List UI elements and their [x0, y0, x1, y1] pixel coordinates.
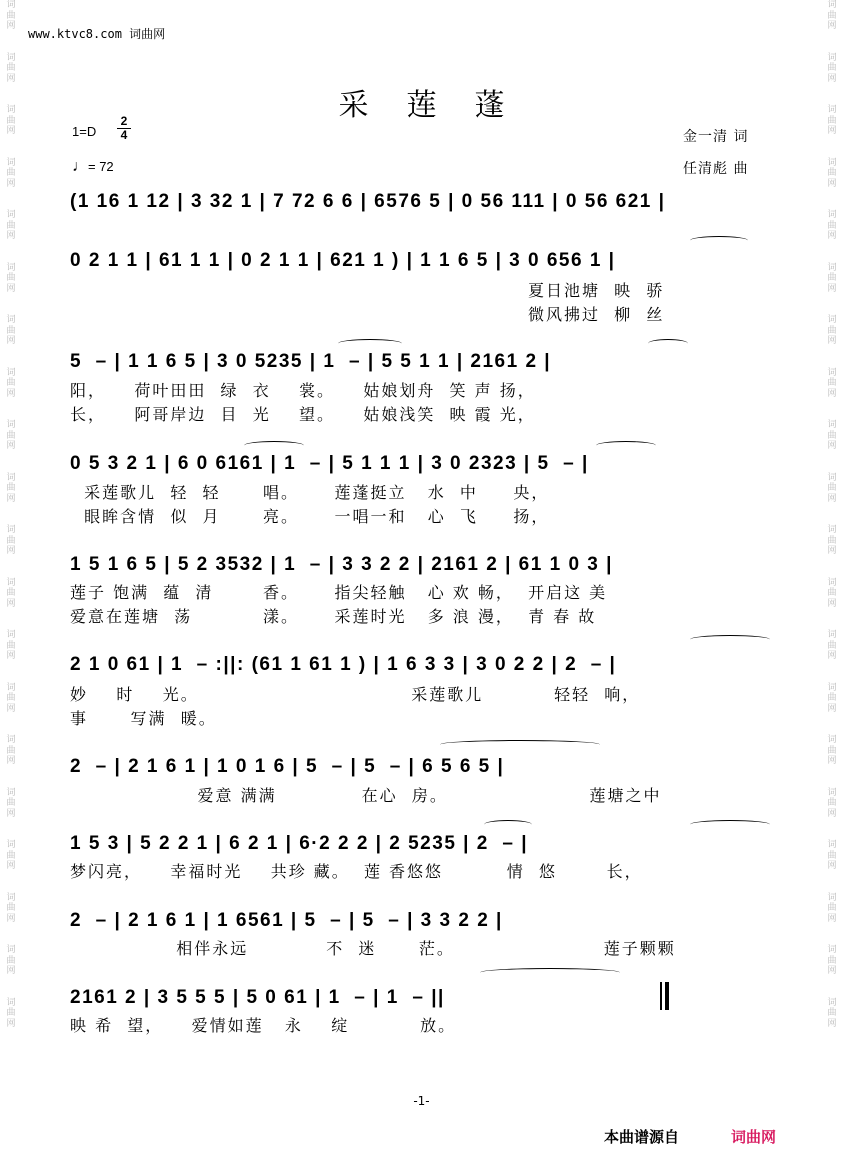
- lyric-line-4-verse-1: 莲子 饱满 蕴 清 香。 指尖轻触 心 欢 畅， 开启这 美: [70, 583, 608, 602]
- slur-mark: [244, 441, 304, 450]
- lyric-line-3-verse-2: 眼眸含情 似 月 亮。 一唱一和 心 飞 扬，: [70, 507, 550, 526]
- lyric-line-2-verse-1: 阳， 荷叶田田 绿 衣 裳。 姑娘划舟 笑 声 扬，: [70, 381, 536, 400]
- lyric-line-9: 映 希 望， 爱情如莲 永 绽 放。: [70, 1016, 457, 1035]
- score-line-4: 0 5 3 2 1 | 6 0 6161 | 1 – | 5 1 1 1 | 3 0 2323 | 5 – |: [70, 453, 589, 474]
- source-footer[interactable]: [604, 1126, 776, 1147]
- site-header[interactable]: [28, 25, 165, 42]
- time-signature-top: 2: [120, 114, 128, 128]
- lyric-line-1-verse-2: 微风拂过 柳 丝: [528, 305, 665, 324]
- score-line-2: 0 2 1 1 | 61 1 1 | 0 2 1 1 | 621 1 ) | 1 1 6 5 | 3 0 656 1 |: [70, 250, 616, 271]
- slur-mark: [484, 820, 532, 829]
- slur-mark: [338, 339, 402, 348]
- score-line-5: 1 5 1 6 5 | 5 2 3532 | 1 – | 3 3 2 2 | 2161 2 | 61 1 0 3 |: [70, 554, 613, 575]
- lyric-line-6: 爱意 满满 在心 房。 莲塘之中: [70, 786, 662, 805]
- score-line-10: 2161 2 | 3 5 5 5 | 5 0 61 | 1 – | 1 – ||: [70, 987, 445, 1008]
- site-name[interactable]: 词曲网: [129, 27, 166, 41]
- time-signature-bottom: 4: [120, 128, 128, 142]
- slur-mark: [596, 441, 656, 450]
- key-signature: 1=D: [72, 124, 97, 139]
- slur-mark: [480, 968, 620, 977]
- slur-mark: [690, 635, 770, 644]
- source-site-link[interactable]: 词曲网: [731, 1128, 777, 1146]
- lyricist-credit: 金一清 词: [683, 129, 749, 145]
- page-number: -1-: [413, 1094, 430, 1108]
- lyric-line-1-verse-1: 夏日池塘 映 骄: [528, 281, 665, 300]
- tempo-marking: [72, 158, 114, 176]
- tempo-value: = 72: [88, 159, 114, 174]
- score-line-6: 2 1 0 61 | 1 – :||: (61 1 61 1 ) | 1 6 3 3 | 3 0 2 2 | 2 – |: [70, 654, 617, 675]
- side-watermark-left: 词 曲 网 词 曲 网 词 曲 网 词 曲 网 词 曲 网 词 曲 网 词 曲 网 词 曲 网 词 曲 网 词 曲 网 词 曲 网 词 曲 网 词 曲 网 词 曲 网 词 曲 网 词 曲 网 词 曲 网 词 曲 网 词 曲 网 词 曲 网: [6, 0, 16, 1029]
- composer-credit: 任清彪 曲: [683, 161, 749, 177]
- lyric-line-7: 梦闪亮， 幸福时光 共珍 藏。 莲 香悠悠 情 悠 长，: [70, 862, 643, 881]
- time-signature: [117, 115, 131, 142]
- slur-mark: [690, 820, 770, 829]
- song-title: 采莲蓬: [338, 88, 543, 123]
- lyric-line-3-verse-1: 采莲歌儿 轻 轻 唱。 莲蓬挺立 水 中 央，: [70, 483, 550, 502]
- side-watermark-right: 词 曲 网 词 曲 网 词 曲 网 词 曲 网 词 曲 网 词 曲 网 词 曲 网 词 曲 网 词 曲 网 词 曲 网 词 曲 网 词 曲 网 词 曲 网 词 曲 网 词 曲 网 词 曲 网 词 曲 网 词 曲 网 词 曲 网 词 曲 网: [827, 0, 837, 1029]
- lyric-line-5-verse-1: 妙 时 光。 采莲歌儿 轻轻 响，: [70, 685, 641, 704]
- score-line-8: 1 5 3 | 5 2 2 1 | 6 2 1 | 6·2 2 2 | 2 5235 | 2 – |: [70, 833, 529, 854]
- lyric-line-8: 相伴永远 不 迷 茫。 莲子颗颗: [70, 939, 676, 958]
- lyric-line-2-verse-2: 长， 阿哥岸边 目 光 望。 姑娘浅笑 映 霞 光，: [70, 405, 536, 424]
- lyric-line-4-verse-2: 爱意在莲塘 荡 漾。 采莲时光 多 浪 漫， 青 春 故: [70, 607, 597, 626]
- final-bar-thick: [665, 982, 669, 1010]
- score-line-9: 2 – | 2 1 6 1 | 1 6561 | 5 – | 5 – | 3 3 2 2 |: [70, 910, 503, 931]
- slur-mark: [440, 740, 600, 749]
- score-line-7: 2 – | 2 1 6 1 | 1 0 1 6 | 5 – | 5 – | 6 5 6 5 |: [70, 756, 505, 777]
- score-line-3: 5 – | 1 1 6 5 | 3 0 5235 | 1 – | 5 5 1 1 | 2161 2 |: [70, 351, 552, 372]
- final-bar-thin: [660, 982, 662, 1010]
- site-url[interactable]: www.ktvc8.com: [28, 27, 122, 41]
- quarter-note-icon: ♩: [72, 158, 88, 175]
- slur-mark: [690, 236, 748, 245]
- score-line-1: (1 16 1 12 | 3 32 1 | 7 72 6 6 | 6576 5 | 0 56 111 | 0 56 621 |: [70, 191, 666, 212]
- lyric-line-5-verse-2: 事 写满 暖。: [70, 709, 217, 728]
- source-label: 本曲谱源自: [604, 1128, 680, 1146]
- slur-mark: [648, 339, 688, 348]
